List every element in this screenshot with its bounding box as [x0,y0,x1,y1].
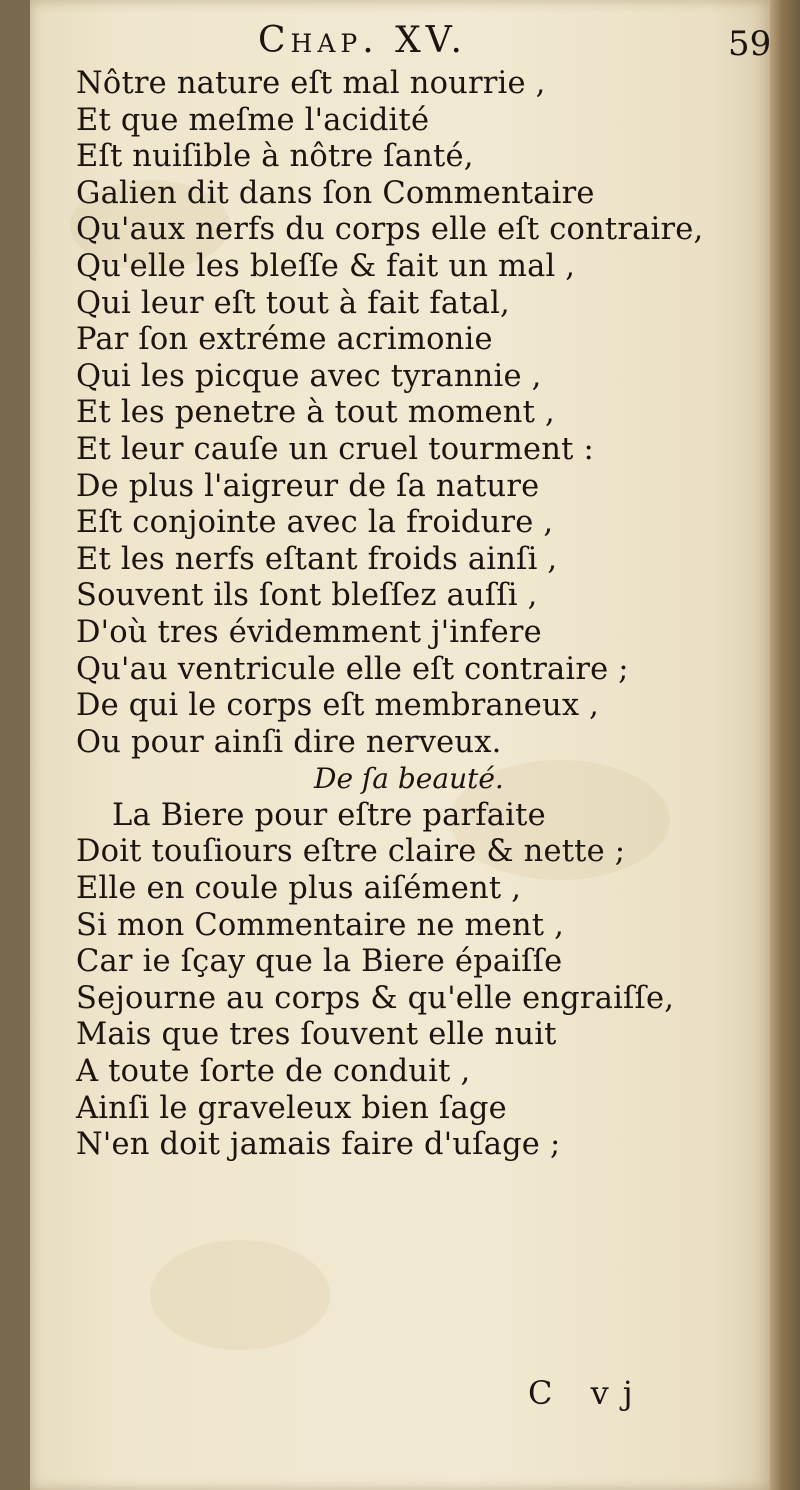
paper-stain [150,1240,330,1350]
verse-line: Ainſi le graveleux bien ſage [76,1090,507,1126]
verse-line: La Biere pour eſtre parfaite [112,797,546,833]
verse-line: De plus l'aigreur de ſa nature [76,468,540,504]
verse-line: Et les penetre à tout moment , [76,395,555,431]
verse-line: Eſt nuiſible à nôtre ſanté, [76,139,474,175]
page-number: 59 [728,24,772,64]
verse-line: Et que meſme l'acidité [76,102,430,138]
poem-text [76,66,776,1164]
verse-line: Qui leur eſt tout à fait fatal, [76,285,510,321]
verse-line: Souvent ils ſont bleſſez auſſi , [76,578,538,614]
verse-line: Par ſon extréme acrimonie [76,322,493,358]
verse-line: De qui le corps eſt membraneux , [76,688,600,724]
verse-line: Car ie ſçay que la Biere épaiſſe [76,944,563,980]
verse-line: Qu'au ventricule elle eſt contraire ; [76,651,629,687]
verse-line: Ou pour ainſi dire nerveux. [76,724,502,760]
verse-line: Et les nerfs eſtant froids ainſi , [76,541,558,577]
verse-line: Si mon Commentaire ne ment , [76,907,564,943]
verse-line: D'où tres évidemment j'infere [76,614,542,650]
verse-line: Galien dit dans ſon Commentaire [76,175,595,211]
verse-line: N'en doit jamais faire d'uſage ; [76,1127,561,1163]
verse-line: A toute ſorte de conduit , [76,1054,471,1090]
verse-line: Eſt conjointe avec la froidure , [76,505,554,541]
verse-line: Doit touſiours eſtre claire & nette ; [76,834,626,870]
verse-line: Nôtre nature eſt mal nourrie , [76,66,546,101]
verse-line: Qu'elle les bleſſe & fait un mal , [76,248,576,284]
section-heading: De ſa beauté. [314,762,504,796]
running-head [0,20,800,68]
verse-line: Sejourne au corps & qu'elle engraiſſe, [76,980,675,1016]
signature-mark: C vj [528,1374,647,1412]
verse-line: Qui les picque avec tyrannie , [76,358,542,394]
verse-line: Mais que tres ſouvent elle nuit [76,1017,557,1053]
chapter-title: Chap. XV. [258,20,467,61]
verse-line: Qu'aux nerfs du corps elle eſt contraire, [76,212,704,248]
verse-line: Elle en coule plus aiſément , [76,871,522,907]
verse-line: Et leur cauſe un cruel tourment : [76,431,594,467]
